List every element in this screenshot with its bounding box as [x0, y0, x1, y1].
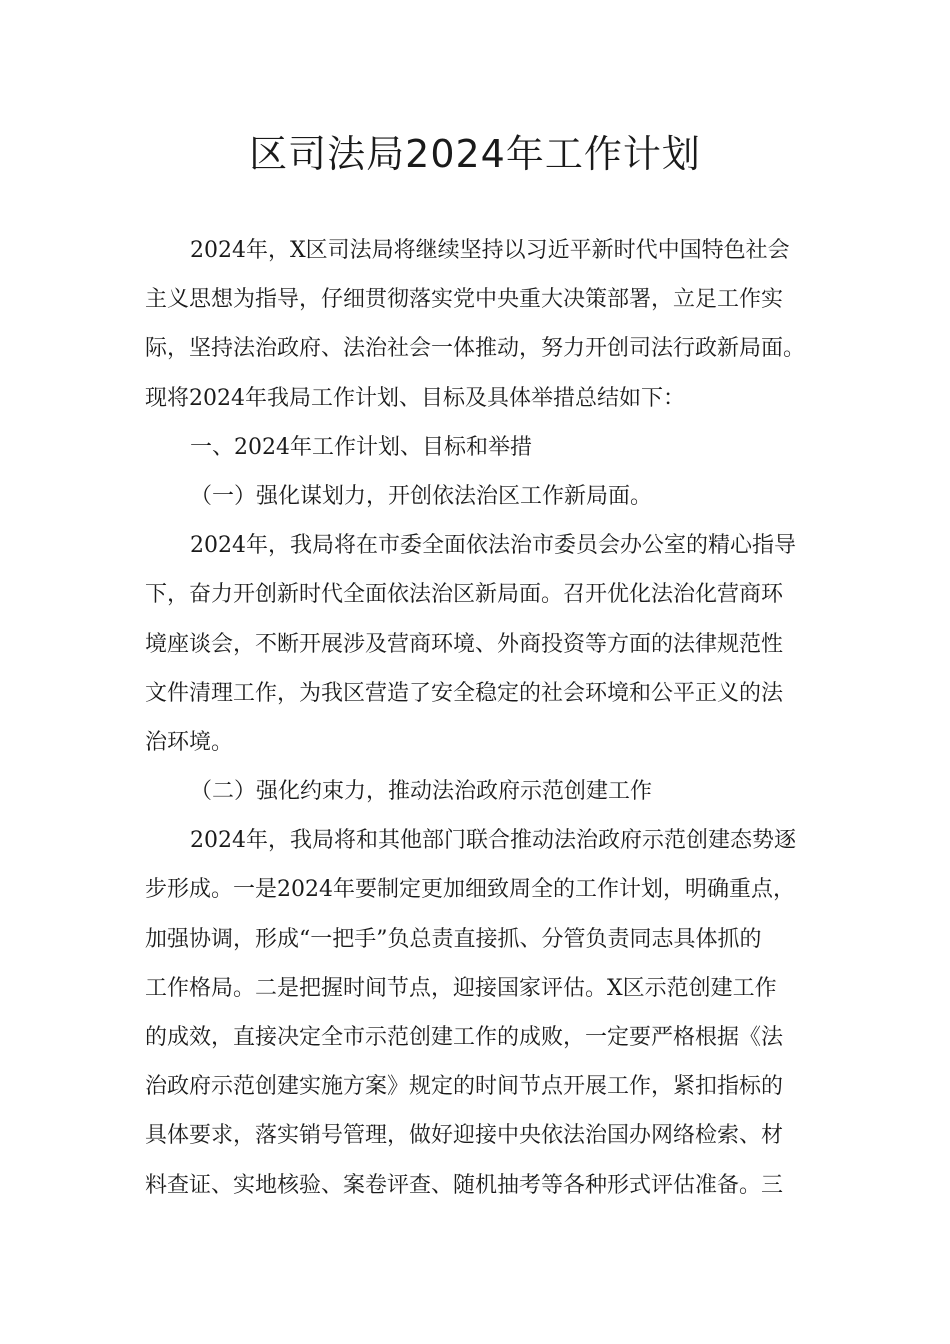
paragraph-line: 2024年，我局将在市委全面依法治市委员会办公室的精心指导	[190, 533, 796, 559]
subsection-heading: （二）强化约束力，推动法治政府示范创建工作	[190, 779, 653, 805]
paragraph-line: 现将2024年我局工作计划、目标及具体举措总结如下：	[145, 385, 685, 411]
paragraph-line: 具体要求，落实销号管理，做好迎接中央依法治国办网络检索、材	[145, 1123, 784, 1149]
paragraph-line: 料查证、实地核验、案卷评查、随机抽考等各种形式评估准备。三	[145, 1172, 784, 1198]
document-body	[145, 226, 810, 1210]
subsection-heading: （一）强化谋划力，开创依法治区工作新局面。	[190, 483, 653, 509]
paragraph-line: 的成效，直接决定全市示范创建工作的成败，一定要严格根据《法	[145, 1025, 784, 1050]
paragraph-line: 加强协调，形成“一把手”负总责直接抓、分管负责同志具体抓的	[145, 926, 762, 952]
paragraph-line: 主义思想为指导，仔细贯彻落实党中央重大决策部署，立足工作实	[145, 287, 784, 313]
paragraph-line: 下，奋力开创新时代全面依法治区新局面。召开优化法治化营商环	[145, 582, 784, 608]
paragraph-line: 工作格局。二是把握时间节点，迎接国家评估。X区示范创建工作	[145, 975, 777, 1001]
paragraph-line: 际，坚持法治政府、法治社会一体推动，努力开创司法行政新局面。	[145, 336, 806, 362]
document-title: 区司法局2024年工作计划	[249, 132, 701, 176]
section-heading: 一、2024年工作计划、目标和举措	[190, 434, 532, 460]
paragraph-line: 文件清理工作，为我区营造了安全稳定的社会环境和公平正义的法	[145, 680, 784, 706]
paragraph-line: 步形成。一是2024年要制定更加细致周全的工作计划，明确重点，	[145, 877, 795, 903]
paragraph-line: 2024年，我局将和其他部门联合推动法治政府示范创建态势逐	[190, 828, 796, 854]
paragraph-line: 2024年，X区司法局将继续坚持以习近平新时代中国特色社会	[190, 238, 790, 263]
paragraph-line: 治政府示范创建实施方案》规定的时间节点开展工作，紧扣指标的	[145, 1074, 784, 1100]
paragraph-line: 境座谈会，不断开展涉及营商环境、外商投资等方面的法律规范性	[145, 631, 784, 657]
paragraph-line: 治环境。	[145, 729, 234, 755]
